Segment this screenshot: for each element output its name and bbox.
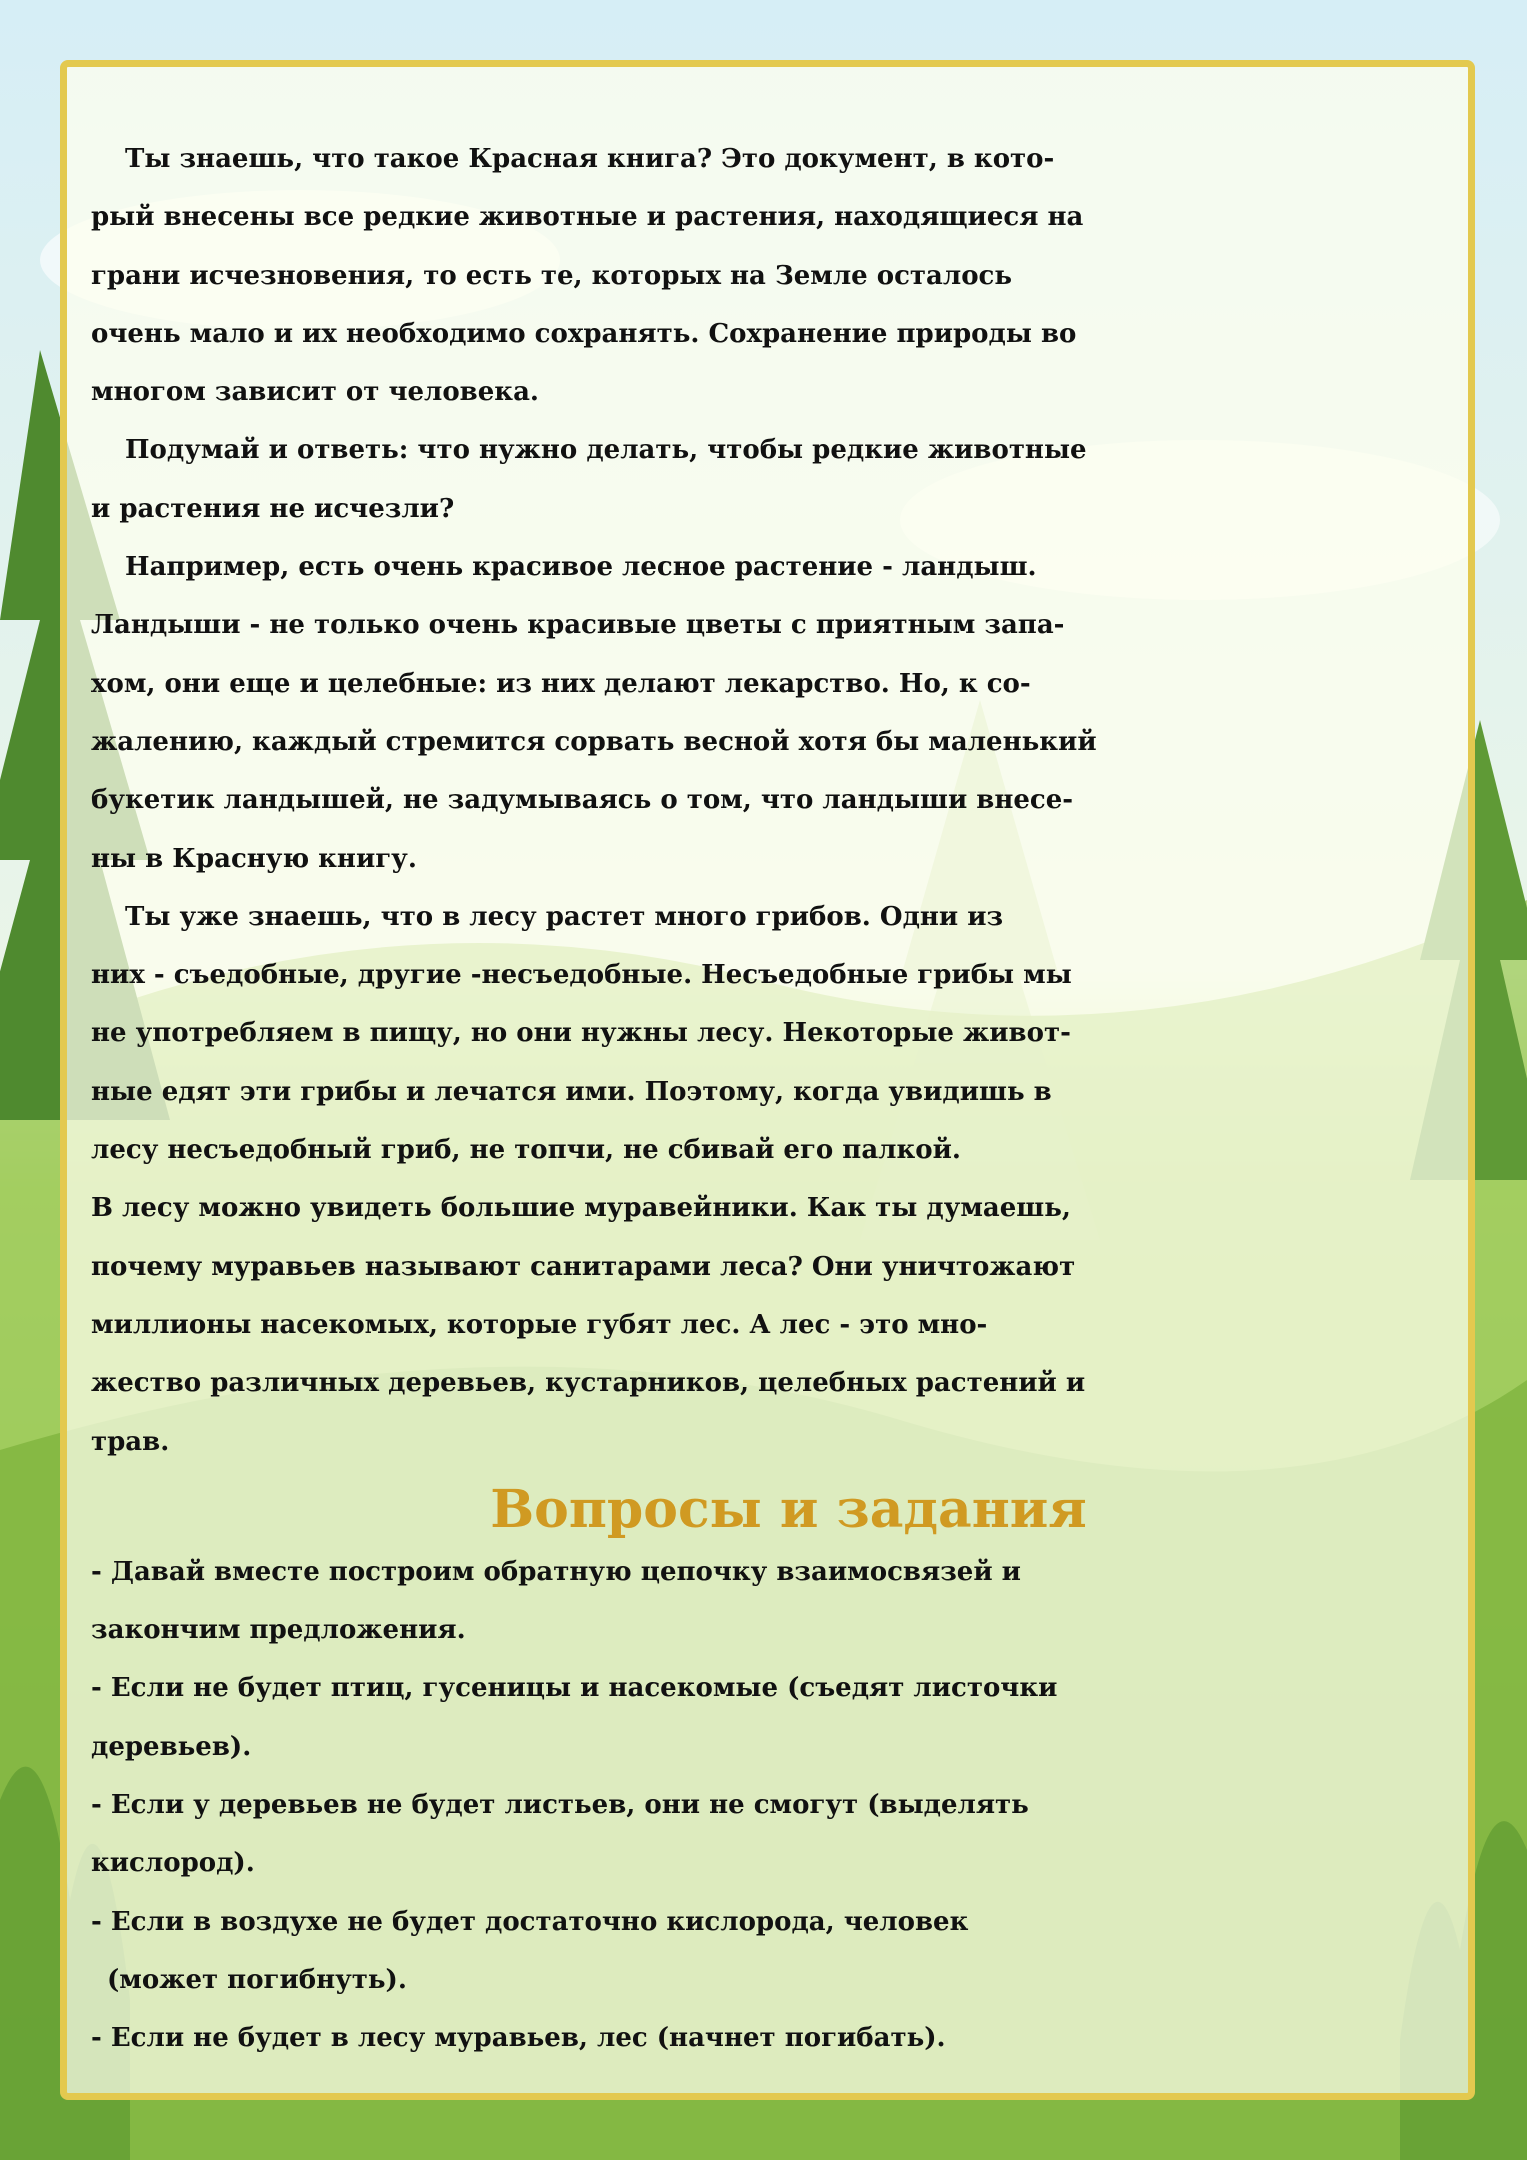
text-line: грани исчезновения, то есть те, которых на Земле осталось	[91, 260, 1013, 291]
text-line: Подумай и ответь: что нужно делать, чтобы редкие животные	[125, 435, 1087, 466]
text-line: не употребляем в пищу, но они нужны лесу. Некоторые живот-	[91, 1018, 1071, 1049]
paragraph-anthills	[91, 1179, 1466, 1470]
text-line: них - съедобные, другие -несъедобные. Несъедобные грибы мы	[91, 960, 1072, 991]
tasks-list	[91, 1543, 1466, 2068]
task-line: - Давай вместе построим обратную цепочку взаимосвязей и	[91, 1556, 1021, 1587]
text-line: многом зависит от человека.	[91, 377, 539, 408]
task-line: - Если в воздухе не будет достаточно кислорода, человек	[91, 1906, 969, 1937]
task-line: - Если не будет птиц, гусеницы и насекомые (съедят листочки	[91, 1673, 1058, 1704]
text-line: очень мало и их необходимо сохранять. Сохранение природы во	[91, 318, 1077, 349]
paragraph-question	[91, 421, 1466, 538]
text-line: ны в Красную книгу.	[91, 843, 417, 874]
text-line: почему муравьев называют санитарами леса? Они уничтожают	[91, 1251, 1076, 1282]
paragraph-lily-of-the-valley	[91, 538, 1466, 888]
paragraph-mushrooms	[91, 888, 1466, 1179]
text-line: букетик ландышей, не задумываясь о том, что ландыши внесе-	[91, 785, 1074, 816]
text-line: трав.	[91, 1426, 170, 1457]
task-line: - Если у деревьев не будет листьев, они не смогут (выделять	[91, 1790, 1029, 1821]
text-line: ные едят эти грибы и лечатся ими. Поэтому, когда увидишь в	[91, 1076, 1052, 1107]
text-line: жалению, каждый стремится сорвать весной хотя бы маленький	[91, 726, 1097, 757]
text-line: рый внесены все редкие животные и растения, находящиеся на	[91, 202, 1084, 233]
page-content	[91, 130, 1466, 2068]
paragraph-red-book	[91, 130, 1466, 421]
text-line: Ландыши - не только очень красивые цветы с приятным запа-	[91, 610, 1065, 641]
text-line: хом, они еще и целебные: из них делают лекарство. Но, к со-	[91, 668, 1031, 699]
text-line: и растения не исчезли?	[91, 493, 455, 524]
text-line: Например, есть очень красивое лесное растение - ландыш.	[125, 552, 1037, 583]
section-heading: Вопросы и задания	[490, 1478, 1087, 1540]
text-line: лесу несъедобный гриб, не топчи, не сбивай его палкой.	[91, 1135, 961, 1166]
task-line: закончим предложения.	[91, 1615, 466, 1646]
task-line: деревьев).	[91, 1731, 252, 1762]
task-line: (может погибнуть).	[107, 1964, 407, 1995]
task-line: кислород).	[91, 1848, 255, 1879]
text-line: жество различных деревьев, кустарников, целебных растений и	[91, 1368, 1086, 1399]
text-line: Ты знаешь, что такое Красная книга? Это документ, в кото-	[125, 144, 1055, 174]
task-line: - Если не будет в лесу муравьев, лес (начнет погибать).	[91, 2023, 946, 2054]
text-line: В лесу можно увидеть большие муравейники. Как ты думаешь,	[91, 1193, 1071, 1224]
text-line: миллионы насекомых, которые губят лес. А лес - это мно-	[91, 1309, 988, 1340]
text-line: Ты уже знаешь, что в лесу растет много грибов. Одни из	[125, 901, 1004, 932]
